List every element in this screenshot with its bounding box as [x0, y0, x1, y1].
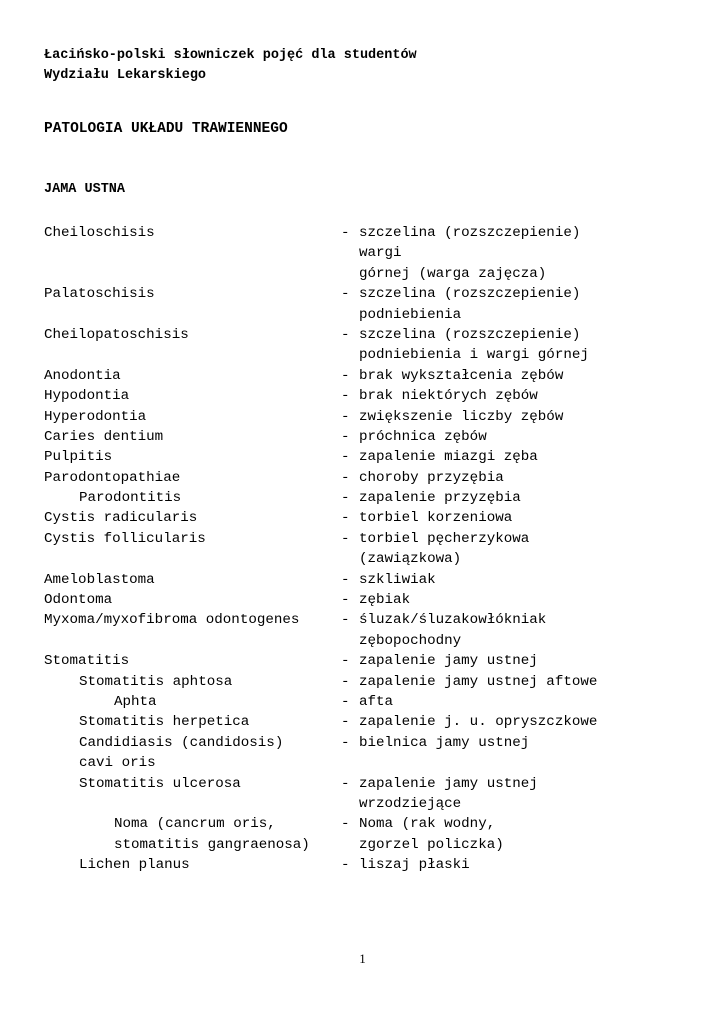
glossary-entry [0, 590, 725, 610]
glossary-entry [0, 447, 725, 467]
entry-dash: - [341, 388, 350, 405]
glossary-entry [0, 855, 725, 875]
entry-definition: podniebienia i wargi górnej [359, 347, 589, 364]
entry-dash: - [341, 428, 350, 445]
entry-term: Stomatitis herpetica [79, 714, 250, 731]
entry-definition: brak niektórych zębów [359, 388, 538, 405]
entry-definition: brak wykształcenia zębów [359, 367, 564, 384]
glossary-entry [0, 468, 725, 488]
entry-term: Aphta [114, 693, 157, 710]
glossary-entry [0, 427, 725, 447]
entry-dash: - [341, 510, 350, 527]
section-heading: JAMA USTNA [44, 182, 126, 197]
glossary-entry [0, 345, 725, 365]
entry-definition: zwiększenie liczby zębów [359, 408, 564, 425]
glossary-entry [0, 692, 725, 712]
entry-dash: - [341, 714, 350, 731]
entry-dash: - [341, 571, 350, 588]
entry-term: Lichen planus [79, 857, 190, 874]
glossary-entry [0, 672, 725, 692]
entry-dash: - [341, 857, 350, 874]
entry-definition: choroby przyzębia [359, 469, 504, 486]
entry-dash: - [341, 612, 350, 629]
entry-definition: zapalenie miazgi zęba [359, 449, 538, 466]
entry-dash: - [341, 653, 350, 670]
entry-definition: wargi [359, 245, 402, 262]
entry-dash: - [341, 367, 350, 384]
glossary-entry [0, 814, 725, 834]
entry-definition: górnej (warga zajęcza) [359, 265, 547, 282]
glossary-entry [0, 386, 725, 406]
entry-term: Odontoma [44, 592, 113, 609]
glossary-entry [0, 305, 725, 325]
entry-term: Stomatitis [44, 653, 130, 670]
entry-term: Hyperodontia [44, 408, 147, 425]
entry-dash: - [341, 225, 350, 241]
glossary-entry [0, 794, 725, 814]
glossary-entry [0, 631, 725, 651]
entry-definition: zapalenie jamy ustnej [359, 775, 538, 792]
entry-definition: wrzodziejące [359, 795, 462, 812]
entry-dash: - [341, 408, 350, 425]
entry-dash: - [341, 673, 350, 690]
glossary-list [0, 223, 725, 876]
entry-term: Pulpitis [44, 449, 113, 466]
glossary-entry [0, 753, 725, 773]
entry-term: Cystis radicularis [44, 510, 198, 527]
entry-definition: torbiel korzeniowa [359, 510, 513, 527]
entry-definition: podniebienia [359, 306, 462, 323]
glossary-entry [0, 284, 725, 304]
entry-term: Palatoschisis [44, 286, 155, 303]
entry-definition: zapalenie jamy ustnej [359, 653, 538, 670]
entry-term: Anodontia [44, 367, 121, 384]
glossary-entry [0, 488, 725, 508]
entry-dash: - [341, 693, 350, 710]
entry-definition: bielnica jamy ustnej [359, 734, 530, 751]
glossary-entry [0, 712, 725, 732]
entry-definition: szczelina (rozszczepienie) [359, 286, 581, 303]
header-line-2: Wydziału Lekarskiego [44, 68, 207, 83]
entry-definition: próchnica zębów [359, 428, 487, 445]
entry-definition: torbiel pęcherzykowa [359, 530, 530, 547]
entry-term: stomatitis gangraenosa) [114, 836, 310, 853]
entry-term: Noma (cancrum oris, [114, 816, 276, 833]
glossary-entry [0, 529, 725, 549]
entry-term: Candidiasis (candidosis) [79, 734, 284, 751]
entry-term: Cheilopatoschisis [44, 326, 189, 343]
entry-dash: - [341, 286, 350, 303]
glossary-entry [0, 243, 725, 263]
entry-definition: zębopochodny [359, 632, 462, 649]
entry-definition: śluzak/śluzakowłókniak [359, 612, 547, 629]
glossary-entry [0, 774, 725, 794]
entry-dash: - [341, 775, 350, 792]
entry-term: Parodontopathiae [44, 469, 181, 486]
page-number: 1 [359, 951, 366, 966]
glossary-entry [0, 366, 725, 386]
glossary-entry [0, 549, 725, 569]
entry-term: Stomatitis ulcerosa [79, 775, 241, 792]
entry-dash: - [341, 469, 350, 486]
glossary-entry [0, 570, 725, 590]
glossary-entry [0, 264, 725, 284]
glossary-entry [0, 407, 725, 427]
entry-dash: - [341, 490, 350, 507]
page-title: PATOLOGIA UKŁADU TRAWIENNEGO [44, 121, 288, 137]
header-line-1: Łacińsko-polski słowniczek pojęć dla studentów [44, 48, 417, 63]
entry-term: Cheiloschisis [44, 225, 155, 241]
entry-term: Parodontitis [79, 490, 182, 507]
glossary-entry [0, 508, 725, 528]
glossary-entry [0, 651, 725, 671]
glossary-entry [0, 610, 725, 630]
entry-term: Cystis follicularis [44, 530, 206, 547]
entry-dash: - [341, 449, 350, 466]
entry-term: Stomatitis aphtosa [79, 673, 233, 690]
entry-definition: (zawiązkowa) [359, 551, 462, 568]
entry-dash: - [341, 326, 350, 343]
entry-definition: zgorzel policzka) [359, 836, 504, 853]
entry-term: cavi oris [79, 755, 156, 772]
entry-term: Caries dentium [44, 428, 164, 445]
entry-term: Myxoma/myxofibroma odontogenes [44, 612, 300, 629]
entry-definition: liszaj płaski [359, 857, 470, 874]
entry-definition: zapalenie jamy ustnej aftowe [359, 673, 598, 690]
entry-definition: afta [359, 693, 394, 710]
entry-term: Hypodontia [44, 388, 130, 405]
glossary-entry [0, 325, 725, 345]
entry-dash: - [341, 592, 350, 609]
entry-definition: szkliwiak [359, 571, 436, 588]
entry-dash: - [341, 734, 350, 751]
entry-dash: - [341, 816, 350, 833]
entry-term: Ameloblastoma [44, 571, 155, 588]
glossary-entry [0, 835, 725, 855]
entry-definition: szczelina (rozszczepienie) [359, 326, 581, 343]
entry-dash: - [341, 530, 350, 547]
entry-definition: zapalenie j. u. opryszczkowe [359, 714, 598, 731]
entry-definition: zapalenie przyzębia [359, 490, 521, 507]
entry-definition: Noma (rak wodny, [359, 816, 496, 833]
entry-definition: szczelina (rozszczepienie) [359, 225, 581, 241]
glossary-entry [0, 733, 725, 753]
entry-definition: zębiak [359, 592, 411, 609]
glossary-entry [0, 223, 725, 243]
